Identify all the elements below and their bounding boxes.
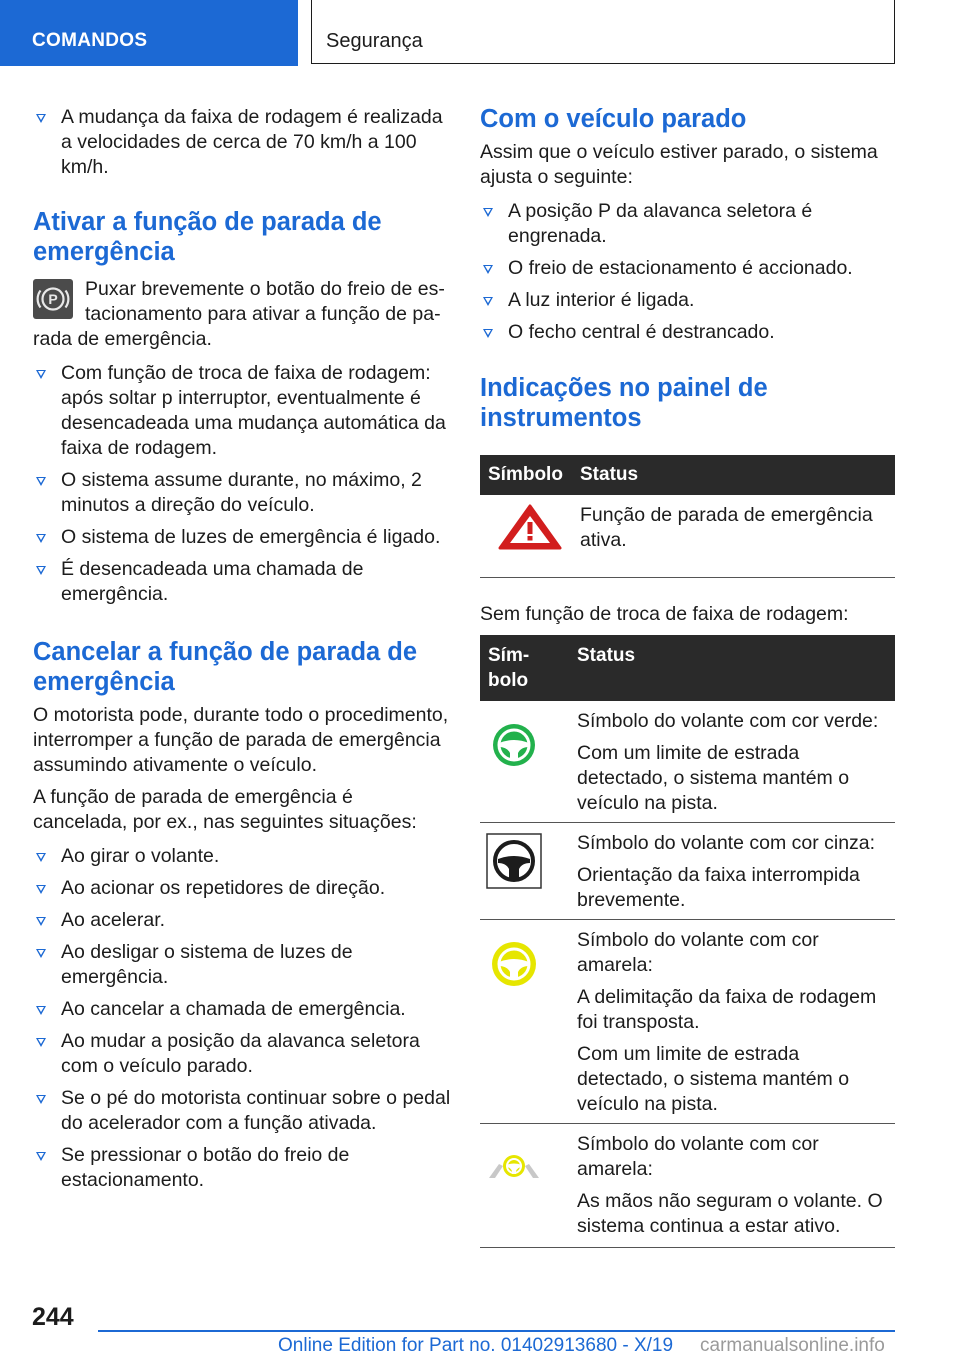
list-item: O sistema assume durante, no máximo, 2 minutos a direção do veículo. xyxy=(33,468,451,518)
status-text: Função de parada de emergência ativa. xyxy=(580,504,873,551)
bullet-triangle-icon xyxy=(36,566,46,575)
list-item: A mudança da faixa de rodagem é realizada a velocidades de cerca de 70 km/h a 100 km/h. xyxy=(33,105,451,180)
status-text: Símbolo do volante com cor amarela: A delimitação da faixa de rodagem foi transposta. Com um limite de estrada detectado, o sistema mantém o veículo na pista. xyxy=(577,929,877,1115)
steering-wheel-hands-yellow-icon xyxy=(480,1132,548,1239)
bullet-triangle-icon xyxy=(36,370,46,379)
list-item: Ao cancelar a chamada de emergência. xyxy=(33,997,451,1022)
list-item: A posição P da alavanca seletora é engrenada. xyxy=(480,199,895,249)
bullet-triangle-icon xyxy=(483,208,493,217)
cancel-paragraph-2: A função de parada de emergência é cancelada, por ex., nas seguintes situações: xyxy=(33,786,417,833)
list-item: Ao girar o volante. xyxy=(33,844,451,869)
right-column xyxy=(480,100,895,1248)
list-item: O fecho central é destrancado. xyxy=(480,320,895,345)
bullet-triangle-icon xyxy=(36,949,46,958)
cancel-paragraph-1: O motorista pode, durante todo o procedimento, interromper a função de parada de emergência assumindo ativamente o veículo. xyxy=(33,704,449,776)
heading-cancel: Cancelar a função de parada de emergência xyxy=(33,638,418,696)
column-header-status: Status xyxy=(577,645,636,666)
steering-symbols-table xyxy=(480,635,895,1248)
list-item: Ao acelerar. xyxy=(33,908,451,933)
bullet-triangle-icon xyxy=(36,114,46,123)
edition-text: Online Edition for Part no. 01402913680 - X/19 xyxy=(278,1335,674,1356)
watermark: carmanualsonline.info xyxy=(700,1335,885,1356)
without-lane-change-label: Sem função de troca de faixa de rodagem: xyxy=(480,603,849,625)
list-item: O freio de estacionamento é accionado. xyxy=(480,256,895,281)
table-row xyxy=(480,823,895,920)
section-tab: COMANDOS xyxy=(0,0,298,66)
list-item: Se o pé do motorista continuar sobre o pedal do acelerador com a função ativada. xyxy=(33,1086,451,1136)
list-item: Ao mudar a posição da alavanca seletora com o veículo parado. xyxy=(33,1029,451,1079)
page-number: 244 xyxy=(32,1303,74,1331)
bullet-triangle-icon xyxy=(36,1095,46,1104)
steering-wheel-gray-icon xyxy=(480,831,548,913)
parked-paragraph: Assim que o veículo estiver parado, o sistema ajusta o seguinte: xyxy=(480,141,878,188)
heading-activate: Ativar a função de parada de emergência xyxy=(33,208,382,266)
table-row xyxy=(480,495,895,578)
bullet-triangle-icon xyxy=(36,534,46,543)
column-header-symbol: Sím- bolo xyxy=(488,645,530,691)
table-row xyxy=(480,1124,895,1248)
parking-brake-button-icon xyxy=(33,279,73,319)
column-header-status: Status xyxy=(580,464,639,485)
indications-table xyxy=(480,455,895,578)
bullet-triangle-icon xyxy=(36,1152,46,1161)
heading-parked: Com o veículo parado xyxy=(480,105,747,133)
left-column xyxy=(33,100,451,1193)
bullet-triangle-icon xyxy=(36,1006,46,1015)
bullet-triangle-icon xyxy=(483,297,493,306)
steering-wheel-yellow-icon xyxy=(480,928,548,1117)
svg-text:P: P xyxy=(48,291,58,307)
page-header xyxy=(0,0,960,66)
warning-triangle-icon xyxy=(480,503,580,577)
status-text: Símbolo do volante com cor amarela: As mãos não seguram o volante. O sistema continua a estar ativo. xyxy=(577,1133,883,1237)
bullet-triangle-icon xyxy=(36,885,46,894)
activate-paragraph: P Puxar brevemente o botão do freio de es- tacionamento para ativar a função de pa- rada de emergência. xyxy=(33,278,445,350)
table-header xyxy=(480,455,895,495)
heading-indications: Indicações no painel de instrumentos xyxy=(480,374,768,432)
steering-wheel-green-icon xyxy=(480,709,548,816)
bullet-triangle-icon xyxy=(36,1038,46,1047)
list-item: É desencadeada uma chamada de emergência. xyxy=(33,557,451,607)
list-item: O sistema de luzes de emergência é ligado. xyxy=(33,525,451,550)
table-row xyxy=(480,701,895,823)
bullet-triangle-icon xyxy=(483,265,493,274)
status-text: Símbolo do volante com cor cinza: Orientação da faixa interrompida brevemente. xyxy=(577,832,876,911)
list-item: Ao desligar o sistema de luzes de emergência. xyxy=(33,940,451,990)
list-item: A luz interior é ligada. xyxy=(480,288,895,313)
footer-rule xyxy=(98,1330,895,1332)
bullet-triangle-icon xyxy=(36,917,46,926)
chapter-title: Segurança xyxy=(311,0,895,64)
list-item: Ao acionar os repetidores de direção. xyxy=(33,876,451,901)
bullet-triangle-icon xyxy=(483,329,493,338)
status-text: Símbolo do volante com cor verde: Com um limite de estrada detectado, o sistema mantém o veículo na pista. xyxy=(577,710,879,814)
table-header xyxy=(480,635,895,701)
list-item: Com função de troca de faixa de rodagem: após soltar p interruptor, eventualmente é desencadeada uma mudança automática da faixa de rodagem. xyxy=(33,361,451,461)
column-header-symbol: Símbolo xyxy=(488,464,563,485)
bullet-triangle-icon xyxy=(36,853,46,862)
bullet-triangle-icon xyxy=(36,477,46,486)
table-row xyxy=(480,920,895,1124)
list-item: Se pressionar o botão do freio de estacionamento. xyxy=(33,1143,451,1193)
